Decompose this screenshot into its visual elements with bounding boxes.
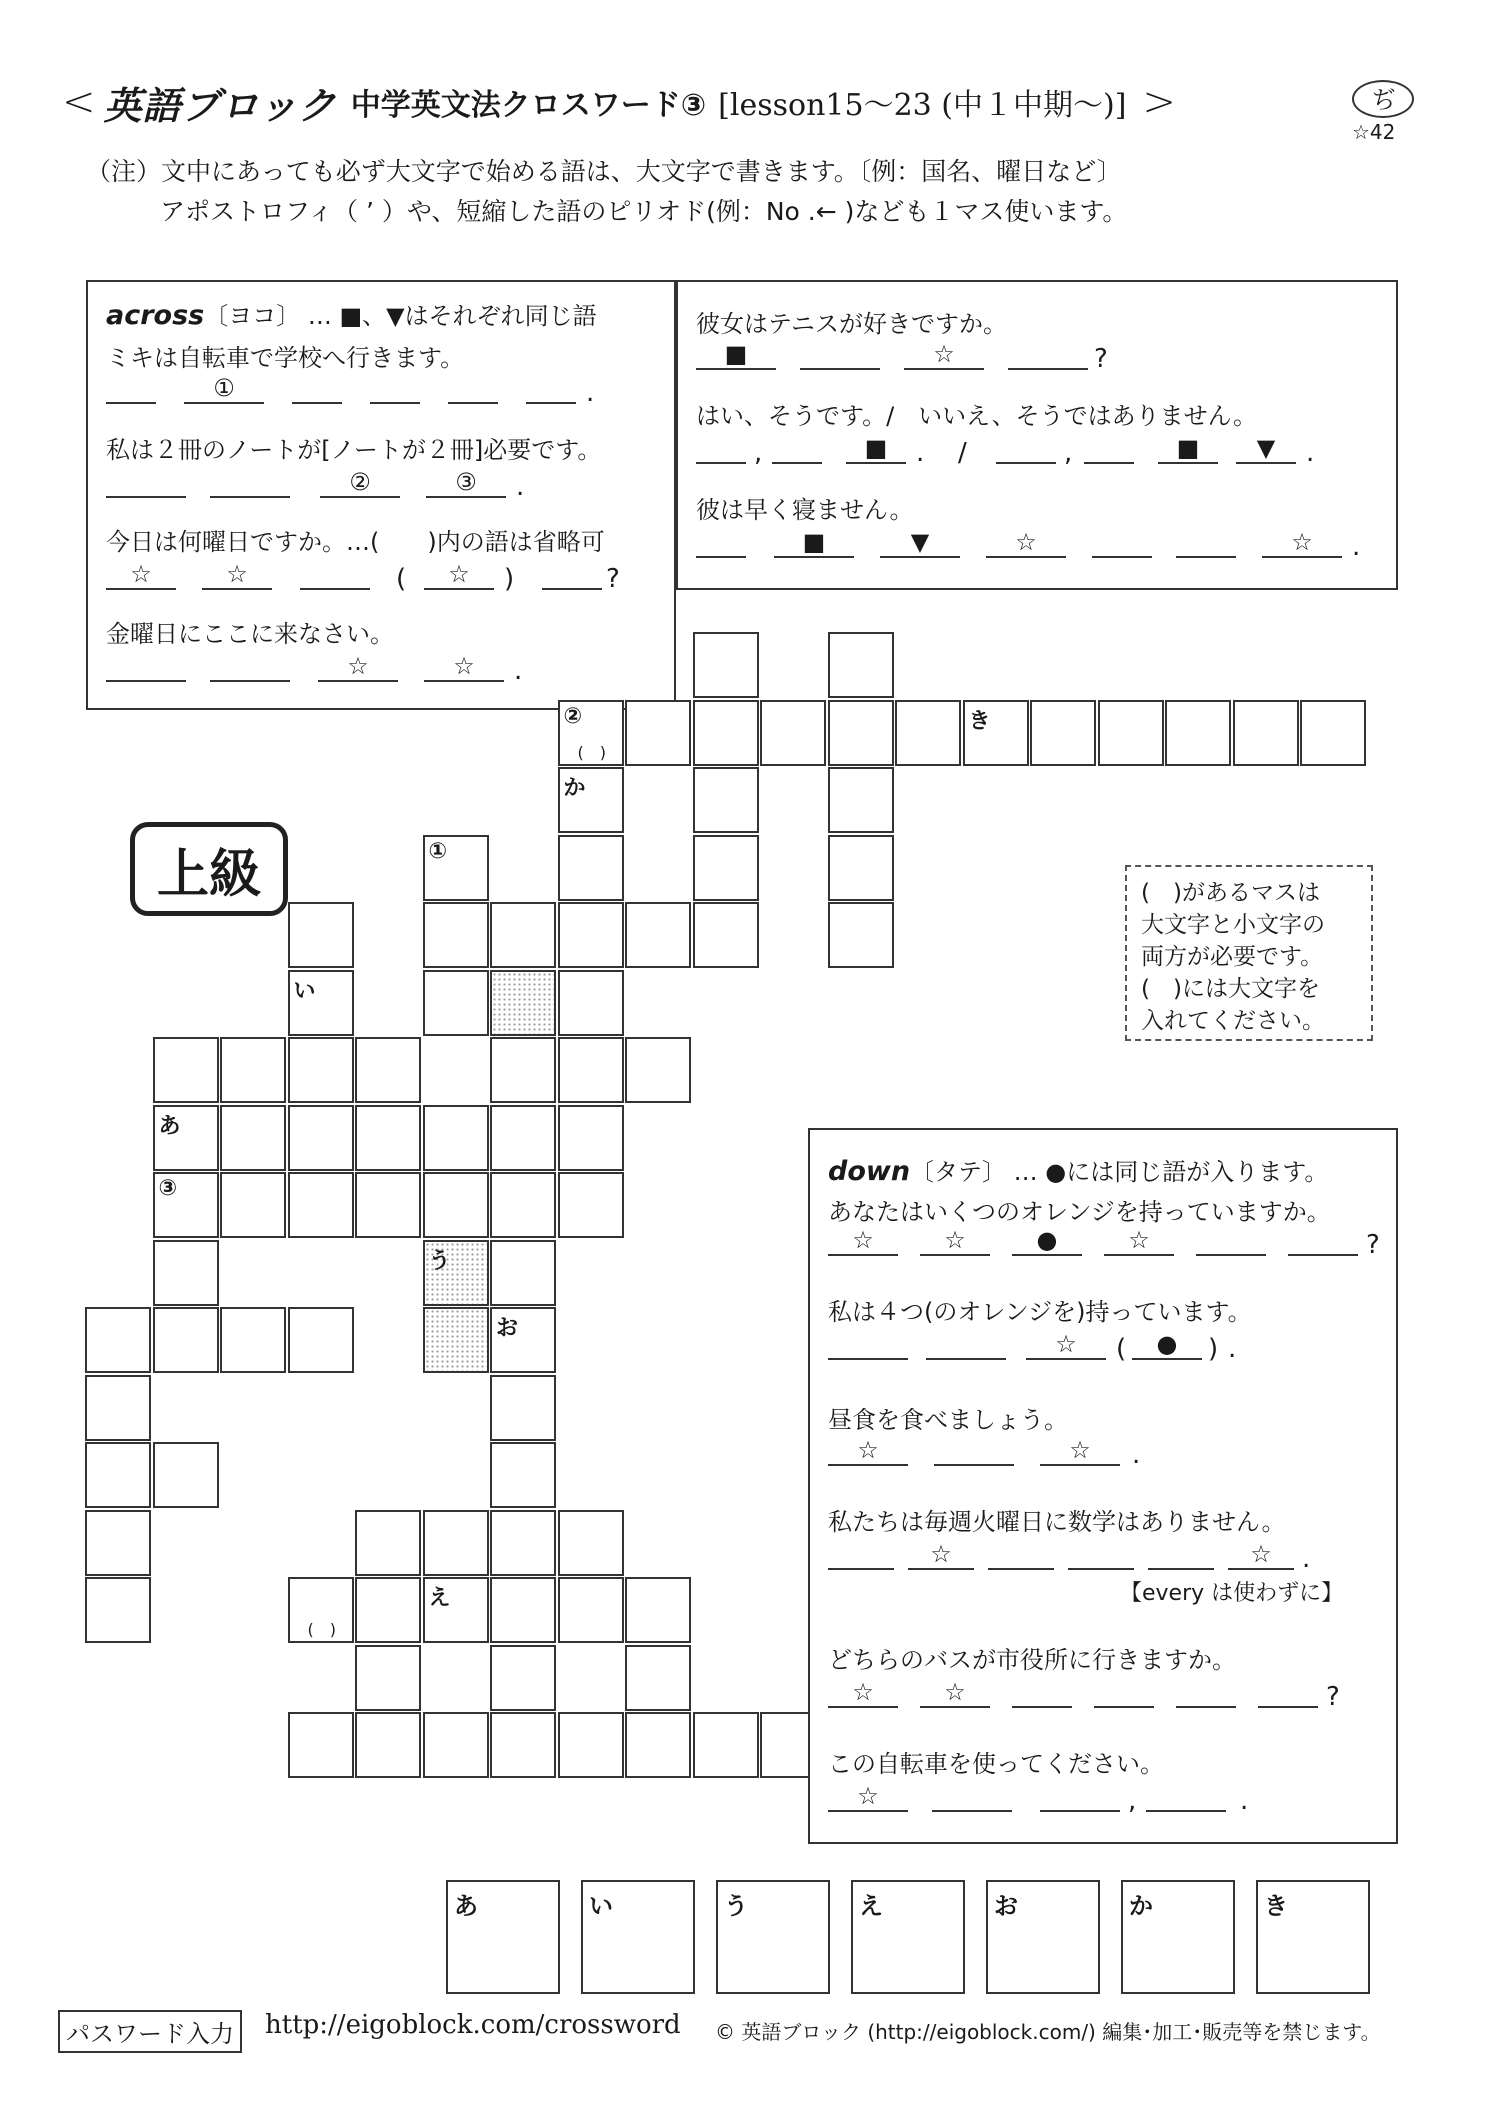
grid-cell[interactable] [625,1037,691,1103]
grid-cell[interactable] [558,1037,624,1103]
answer-box[interactable] [1121,1880,1235,1994]
grid-cell[interactable] [760,700,826,766]
grid-cell[interactable] [693,632,759,698]
across-clue-1: ミキは自転車で学校へ行きます。 [106,344,465,372]
grid-cell[interactable] [1233,700,1299,766]
grid-cell[interactable] [490,1645,556,1711]
grid-cell[interactable] [693,902,759,968]
across-answer-3: ☆ ☆ ( ☆ ) ? [106,560,666,590]
grid-cell[interactable] [355,1645,421,1711]
down-clue-4: 私たちは毎週火曜日に数学はありません。 [828,1508,1286,1536]
grid-cell[interactable] [490,1037,556,1103]
copyright-notice: © 英語ブロック (http://eigoblock.com/) 編集･加工･販売等を禁じます。 [715,2020,1381,2044]
grid-cell[interactable] [220,1307,286,1373]
grid-cell[interactable] [423,1105,489,1171]
across-clue-2: 私は２冊のノートが[ノートが２冊]必要です。 [106,436,602,464]
grid-cell[interactable] [355,1510,421,1576]
grid-cell[interactable] [490,1442,556,1508]
grid-cell[interactable] [828,700,894,766]
answer-box-label: え [859,1892,883,1920]
grid-cell[interactable] [828,767,894,833]
grid-cell-label: ③ [158,1176,178,1201]
grid-cell[interactable] [355,1037,421,1103]
answer-box[interactable] [986,1880,1100,1994]
grid-cell-label: あ [158,1113,181,1139]
page-title: 中学英文法クロスワード③ [350,88,707,123]
down-answer-2: ☆ ( ● ) . [828,1330,1388,1360]
grid-cell[interactable] [490,1510,556,1576]
header-open-bracket: < [62,79,96,125]
down-clue-4-note: 【every は使わずに】 [1120,1581,1344,1606]
grid-cell[interactable] [153,1442,219,1508]
across-clue-4: 金曜日にここに来なさい。 [106,620,394,648]
page-header [62,72,1176,132]
grid-cell[interactable] [693,1712,759,1778]
grid-cell[interactable] [693,835,759,901]
answer-box[interactable] [446,1880,560,1994]
down-clue-6: この自転車を使ってください。 [828,1750,1164,1778]
note-line-1: （注）文中にあっても必ず大文字で始める語は、大文字で書きます。〔例：国名、曜日など〕 [86,157,1122,186]
grid-cell[interactable] [828,632,894,698]
lesson-range: [lesson15〜23 (中１中期〜)] [718,88,1127,123]
down-answer-6: ☆ , . [828,1782,1388,1812]
grid-cell[interactable] [288,1577,354,1643]
grid-cell[interactable] [895,700,961,766]
down-answer-3: ☆ ☆ . [828,1436,1388,1466]
grid-cell[interactable] [490,1240,556,1306]
grid-cell[interactable] [423,970,489,1036]
answer-box[interactable] [851,1880,965,1994]
down-clues-box [808,1128,1398,1844]
down-answer-1: ☆ ☆ ● ☆ ? [828,1226,1388,1256]
grid-cell[interactable] [558,1712,624,1778]
answer-box-label: き [1264,1892,1288,1920]
grid-cell[interactable] [153,1105,219,1171]
grid-cell[interactable] [153,1037,219,1103]
across-answer-6: , ■ . / , ■ ▼ . [696,434,1376,464]
grid-cell[interactable] [693,767,759,833]
answer-box-label: い [589,1892,613,1920]
across-answer-5: ■ ☆ ? [696,340,1376,370]
grid-cell[interactable] [85,1375,151,1441]
grid-cell[interactable] [85,1307,151,1373]
grid-cell-label: ② [563,703,583,729]
grid-cell[interactable] [220,1172,286,1238]
across-clue-6: はい、そうです。/ いいえ、そうではありません。 [696,402,1258,430]
across-heading: across〔ヨコ〕 … ■、▼はそれぞれ同じ語 [106,300,597,331]
grid-cell[interactable] [423,1510,489,1576]
grid-cell[interactable] [423,835,489,901]
grid-cell[interactable] [1300,700,1366,766]
across-answer-2: ② ③ . [106,468,666,498]
grid-cell[interactable] [490,1172,556,1238]
across-clues-box [86,280,676,710]
grid-cell[interactable] [558,835,624,901]
grid-cell[interactable] [558,1510,624,1576]
grid-cell[interactable] [153,1172,219,1238]
answer-box-label: お [994,1892,1018,1920]
grid-cell [490,970,556,1036]
level-badge: 上級 [130,822,288,916]
difficulty-number: ☆42 [1352,120,1396,144]
across-answer-1: ① . [106,374,666,404]
answer-box[interactable] [1256,1880,1370,1994]
answer-box[interactable] [581,1880,695,1994]
grid-cell[interactable] [288,1712,354,1778]
grid-cell[interactable] [85,1510,151,1576]
grid-cell[interactable] [1098,700,1164,766]
crossword-url[interactable]: http://eigoblock.com/crossword [265,2010,681,2040]
grid-cell[interactable] [558,767,624,833]
note-line-2: アポストロフィ（ ’ ）や、短縮した語のピリオド(例：No .← )なども１マス使います。 [160,197,1128,226]
grid-cell[interactable] [153,1240,219,1306]
grid-cell[interactable] [490,902,556,968]
uppercase-marker: ( ) [577,742,606,762]
grid-cell[interactable] [490,1712,556,1778]
across-clue-7: 彼は早く寝ません。 [696,496,914,524]
grid-cell[interactable] [625,1577,691,1643]
grid-cell[interactable] [288,970,354,1036]
grid-cell[interactable] [490,1105,556,1171]
down-heading: down〔タテ〕 … ●には同じ語が入ります。 [828,1156,1329,1187]
down-answer-4: ☆ ☆ . [828,1540,1388,1570]
grid-cell[interactable] [153,1307,219,1373]
grid-cell[interactable] [355,1577,421,1643]
password-label: パスワード入力 [58,2010,242,2053]
grid-cell-label: お [496,1316,519,1341]
grid-cell[interactable] [85,1442,151,1508]
grid-cell[interactable] [220,1105,286,1171]
down-clue-2: 私は４つ(のオレンジを)持っています。 [828,1298,1252,1326]
grid-cell[interactable] [1030,700,1096,766]
grid-cell[interactable] [558,902,624,968]
grid-cell[interactable] [423,1712,489,1778]
grid-cell[interactable] [423,902,489,968]
across-clue-3: 今日は何曜日ですか。…( )内の語は省略可 [106,528,605,556]
grid-cell[interactable] [558,1105,624,1171]
grid-cell[interactable] [490,1577,556,1643]
grid-cell-label: ① [428,838,448,864]
answer-box[interactable] [716,1880,830,1994]
grid-cell[interactable] [963,700,1029,766]
uppercase-note: ( )があるマスは 大文字と小文字の 両方が必要です。 ( )には大文字を 入れてください。 [1125,865,1373,1041]
grid-cell[interactable] [625,902,691,968]
uppercase-marker: ( ) [307,1620,336,1639]
grid-cell[interactable] [355,1172,421,1238]
across-clues-box-2 [676,280,1398,590]
grid-cell [423,1240,489,1306]
down-clue-3: 昼食を食べましょう。 [828,1406,1068,1434]
grid-cell[interactable] [1165,700,1231,766]
grid-cell[interactable] [288,1105,354,1171]
grid-cell-label: き [968,708,991,734]
down-clue-1: あなたはいくつのオレンジを持っていますか。 [828,1198,1331,1226]
answer-box-label: か [1129,1892,1153,1920]
grid-cell[interactable] [693,700,759,766]
down-clue-5: どちらのバスが市役所に行きますか。 [828,1646,1236,1674]
grid-cell[interactable] [625,1645,691,1711]
grid-cell[interactable] [423,1577,489,1643]
grid-cell[interactable] [355,1712,421,1778]
grid-cell[interactable] [288,1037,354,1103]
grid-cell[interactable] [558,700,624,766]
grid-cell[interactable] [625,1712,691,1778]
grid-cell-label: え [428,1586,451,1611]
grid-cell[interactable] [288,902,354,968]
grid-cell[interactable] [828,835,894,901]
grid-cell[interactable] [828,902,894,968]
grid-cell[interactable] [423,1172,489,1238]
brand-logo: 英語ブロック [103,83,337,128]
mascot-icon: ぢ [1352,80,1414,118]
grid-cell-label: か [563,776,586,801]
grid-cell[interactable] [625,700,691,766]
grid-cell [423,1307,489,1373]
across-clue-5: 彼女はテニスが好きですか。 [696,310,1008,338]
grid-cell[interactable] [558,1577,624,1643]
grid-cell[interactable] [490,1375,556,1441]
answer-box-label: う [724,1892,748,1920]
header-close-bracket: > [1142,79,1176,125]
grid-cell-label: う [428,1248,451,1274]
grid-cell[interactable] [288,1307,354,1373]
grid-cell[interactable] [558,1172,624,1238]
down-answer-5: ☆ ☆ ? [828,1678,1388,1708]
grid-cell[interactable] [85,1577,151,1643]
across-answer-4: ☆ ☆ . [106,652,666,682]
grid-cell[interactable] [558,970,624,1036]
grid-cell[interactable] [355,1105,421,1171]
across-answer-7: ■ ▼ ☆ ☆ . [696,528,1376,558]
grid-cell[interactable] [220,1037,286,1103]
answer-box-label: あ [454,1892,478,1920]
grid-cell[interactable] [288,1172,354,1238]
grid-cell[interactable] [490,1307,556,1373]
grid-cell-label: い [293,978,316,1004]
